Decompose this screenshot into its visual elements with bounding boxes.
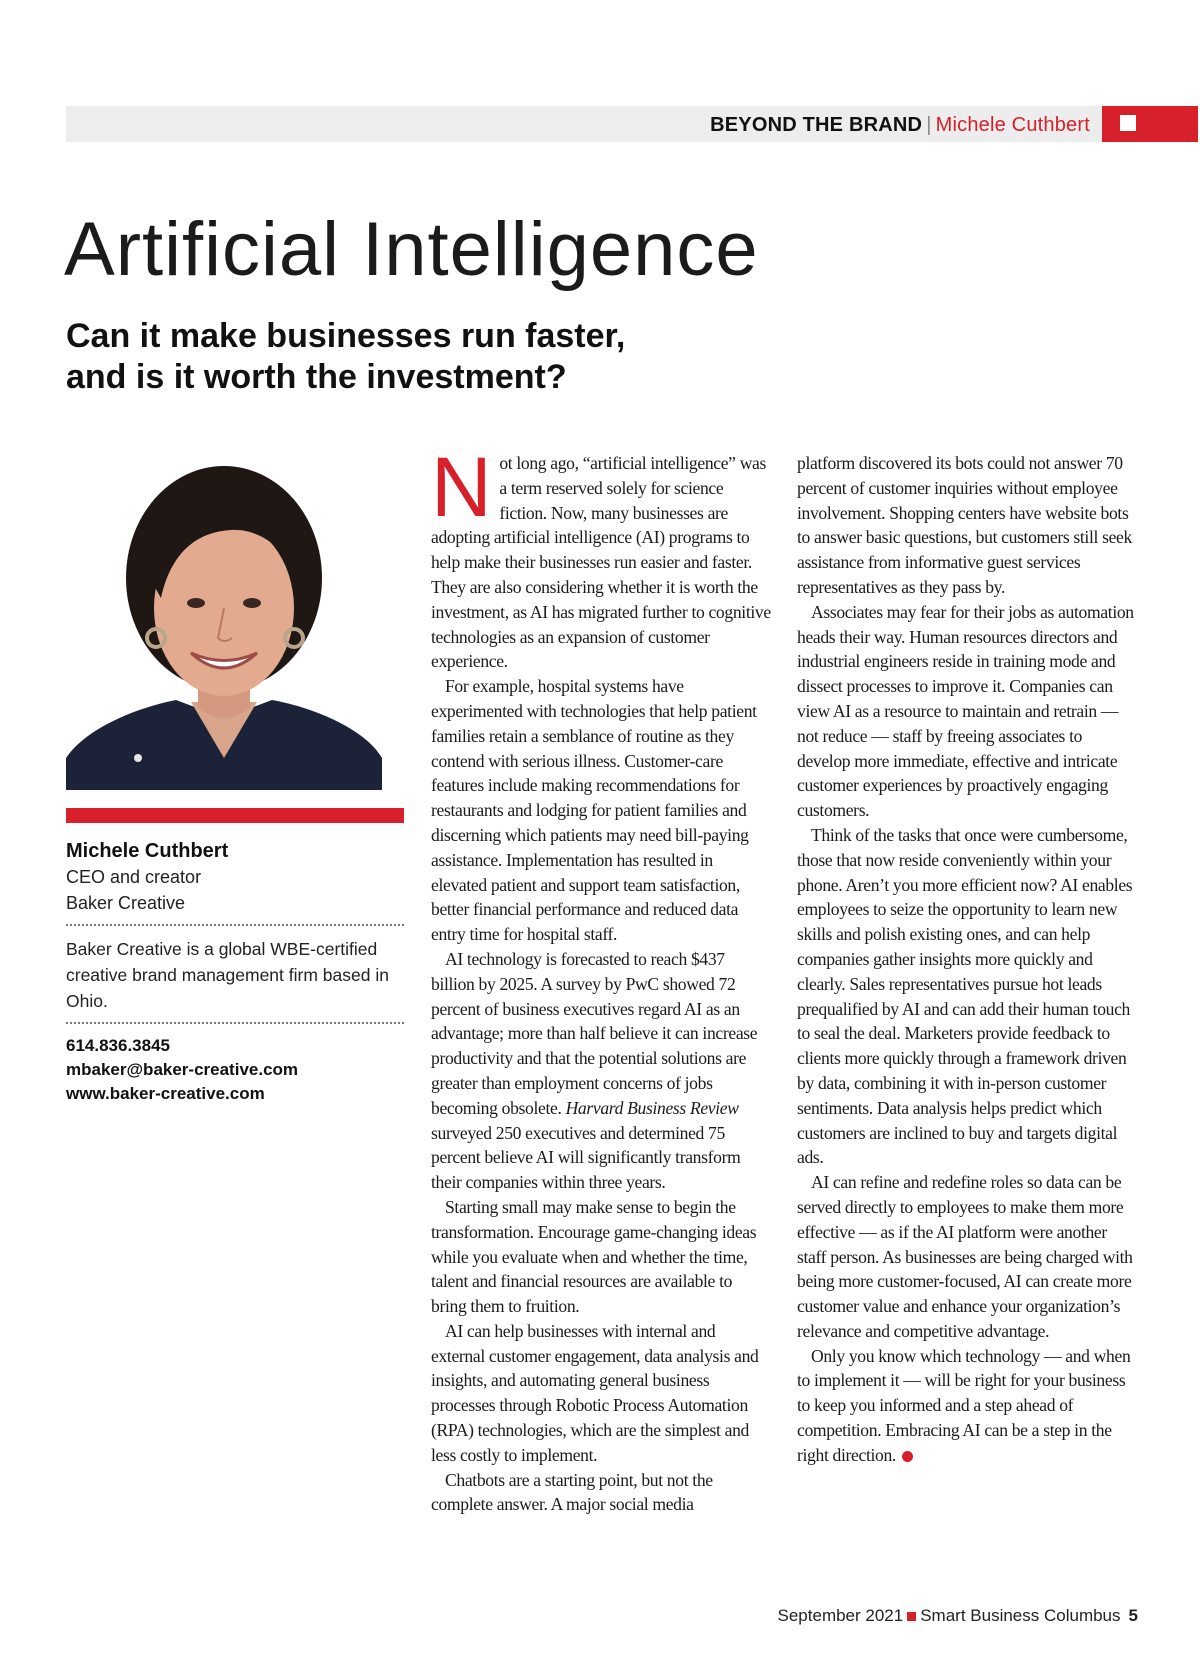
paragraph-text: Only you know which technology — and when to implement it — will be right for your business to keep you informed and a step ahead of competition. Embracing AI can be a step in the right direction.: [797, 1345, 1131, 1465]
publication-name: Harvard Business Review: [565, 1097, 739, 1118]
portrait-illustration: [66, 458, 382, 790]
paragraph: AI can refine and redefine roles so data can be served directly to employees to make them more effective — as if the AI platform were another staff person. As businesses are being charged with being more customer-focused, AI can create more customer value and enhance your organization’s relevance and competitive advantage.: [797, 1172, 1133, 1341]
end-mark-icon: [902, 1451, 913, 1462]
author-email[interactable]: mbaker@baker-creative.com: [66, 1060, 299, 1079]
dotted-divider: [66, 1022, 404, 1024]
article-column-1: [431, 440, 771, 1517]
page-footer: [778, 1606, 1138, 1626]
paragraph: [797, 1344, 1137, 1468]
author-role: CEO and creator: [66, 867, 202, 887]
square-bullet-icon: [907, 1612, 916, 1621]
section-name: BEYOND THE BRAND: [710, 114, 923, 136]
article-column-2: [797, 451, 1137, 1468]
paragraph-text: ot long ago, “artificial intelligence” was a term reserved solely for science fiction. Now, many businesses are adopting artificial intelligence (AI) programs to help make their businesses run easier and faster. They are also considering whether it is worth the investment, as AI has migrated further to cognitive technologies as an expansion of customer experience.: [431, 453, 771, 672]
dotted-divider: [66, 924, 404, 926]
paragraph: [431, 947, 771, 1195]
author-bio: [66, 838, 404, 1106]
author-phone: 614.836.3845: [66, 1036, 170, 1055]
subtitle-line-1: Can it make businesses run faster,: [66, 317, 626, 355]
header-separator: |: [926, 114, 932, 136]
paragraph: platform discovered its bots could not answer 70 percent of customer inquiries without employee involvement. Shopping centers have website bots to answer basic questions, but customers still seek assistance from informative guest services representatives as they pass by.: [797, 453, 1132, 597]
paragraph: AI can help businesses with internal and external customer engagement, data analysis and insights, and automating general business processes through Robotic Process Automation (RPA) technologies, which are the simplest and less costly to implement.: [431, 1320, 759, 1465]
drop-cap: N: [431, 440, 492, 534]
author-company: Baker Creative: [66, 893, 186, 913]
paragraph: For example, hospital systems have experimented with technologies that help patient families retain a semblance of routine as they contend with serious illness. Customer-care features include making recommendations for restaurants and lodging for patient families and discerning which patients may need bill-paying assistance. Implementation has resulted in elevated patient and support team satisfaction, better financial performance and reduced data entry time for hospital staff.: [431, 676, 757, 945]
square-icon: [1120, 115, 1136, 131]
header-accent-block: [1102, 106, 1198, 142]
section-header-bar: [66, 106, 1198, 142]
author-accent-rule: [66, 808, 404, 823]
company-description: Baker Creative is a global WBE-certified creative brand management firm based in Ohio.: [66, 939, 389, 1011]
author-photo: [66, 458, 382, 790]
author-website[interactable]: www.baker-creative.com: [66, 1084, 265, 1103]
paragraph: Think of the tasks that once were cumbersome, those that now reside conveniently within your phone. Aren’t you more efficient now? AI enables employees to seize the opportunity to learn new skills and polish existing ones, and can help companies gather insights more quickly and clearly. Sales representatives pursue hot leads prequalified by AI and can add their human touch to seal the deal. Marketers provide feedback to clients more quickly through a framework driven by data, combining it with in-person customer sentiments. Data analysis helps predict which customers are inclined to buy and targets digital ads.: [797, 824, 1133, 1168]
paragraph: [431, 440, 771, 674]
publication-name: Smart Business Columbus: [920, 1606, 1121, 1625]
paragraph-text: surveyed 250 executives and determined 75 percent believe AI will significantly transform their companies within three years.: [431, 1122, 741, 1193]
paragraph-text: AI technology is forecasted to reach $437 billion by 2025. A survey by PwC showed 72 percent of business executives regard AI as an advantage; more than half believe it can increase productivity and that the potential solutions are greater than employment concerns of jobs becoming obsolete.: [431, 948, 758, 1118]
subtitle-line-2: and is it worth the investment?: [66, 358, 567, 396]
paragraph: Chatbots are a starting point, but not the complete answer. A major social media: [431, 1469, 713, 1515]
article-title: Artificial Intelligence: [64, 207, 759, 292]
page-number: 5: [1128, 1606, 1138, 1625]
paragraph: Starting small may make sense to begin the transformation. Encourage game-changing ideas while you evaluate when and whether the time, talent and financial resources are available to bring them to fruition.: [431, 1196, 757, 1317]
author-name: Michele Cuthbert: [66, 840, 229, 862]
issue-date: September 2021: [777, 1606, 904, 1625]
section-label: [710, 114, 1090, 137]
article-subtitle: [66, 316, 766, 398]
header-author: Michele Cuthbert: [935, 114, 1090, 136]
paragraph: Associates may fear for their jobs as automation heads their way. Human resources directors and industrial engineers reside in training mode and dissect processes to improve it. Companies can view AI as a resource to maintain and retrain — not reduce — staff by freeing associates to develop more immediate, effective and intricate customer experiences by proactively engaging customers.: [797, 601, 1134, 821]
